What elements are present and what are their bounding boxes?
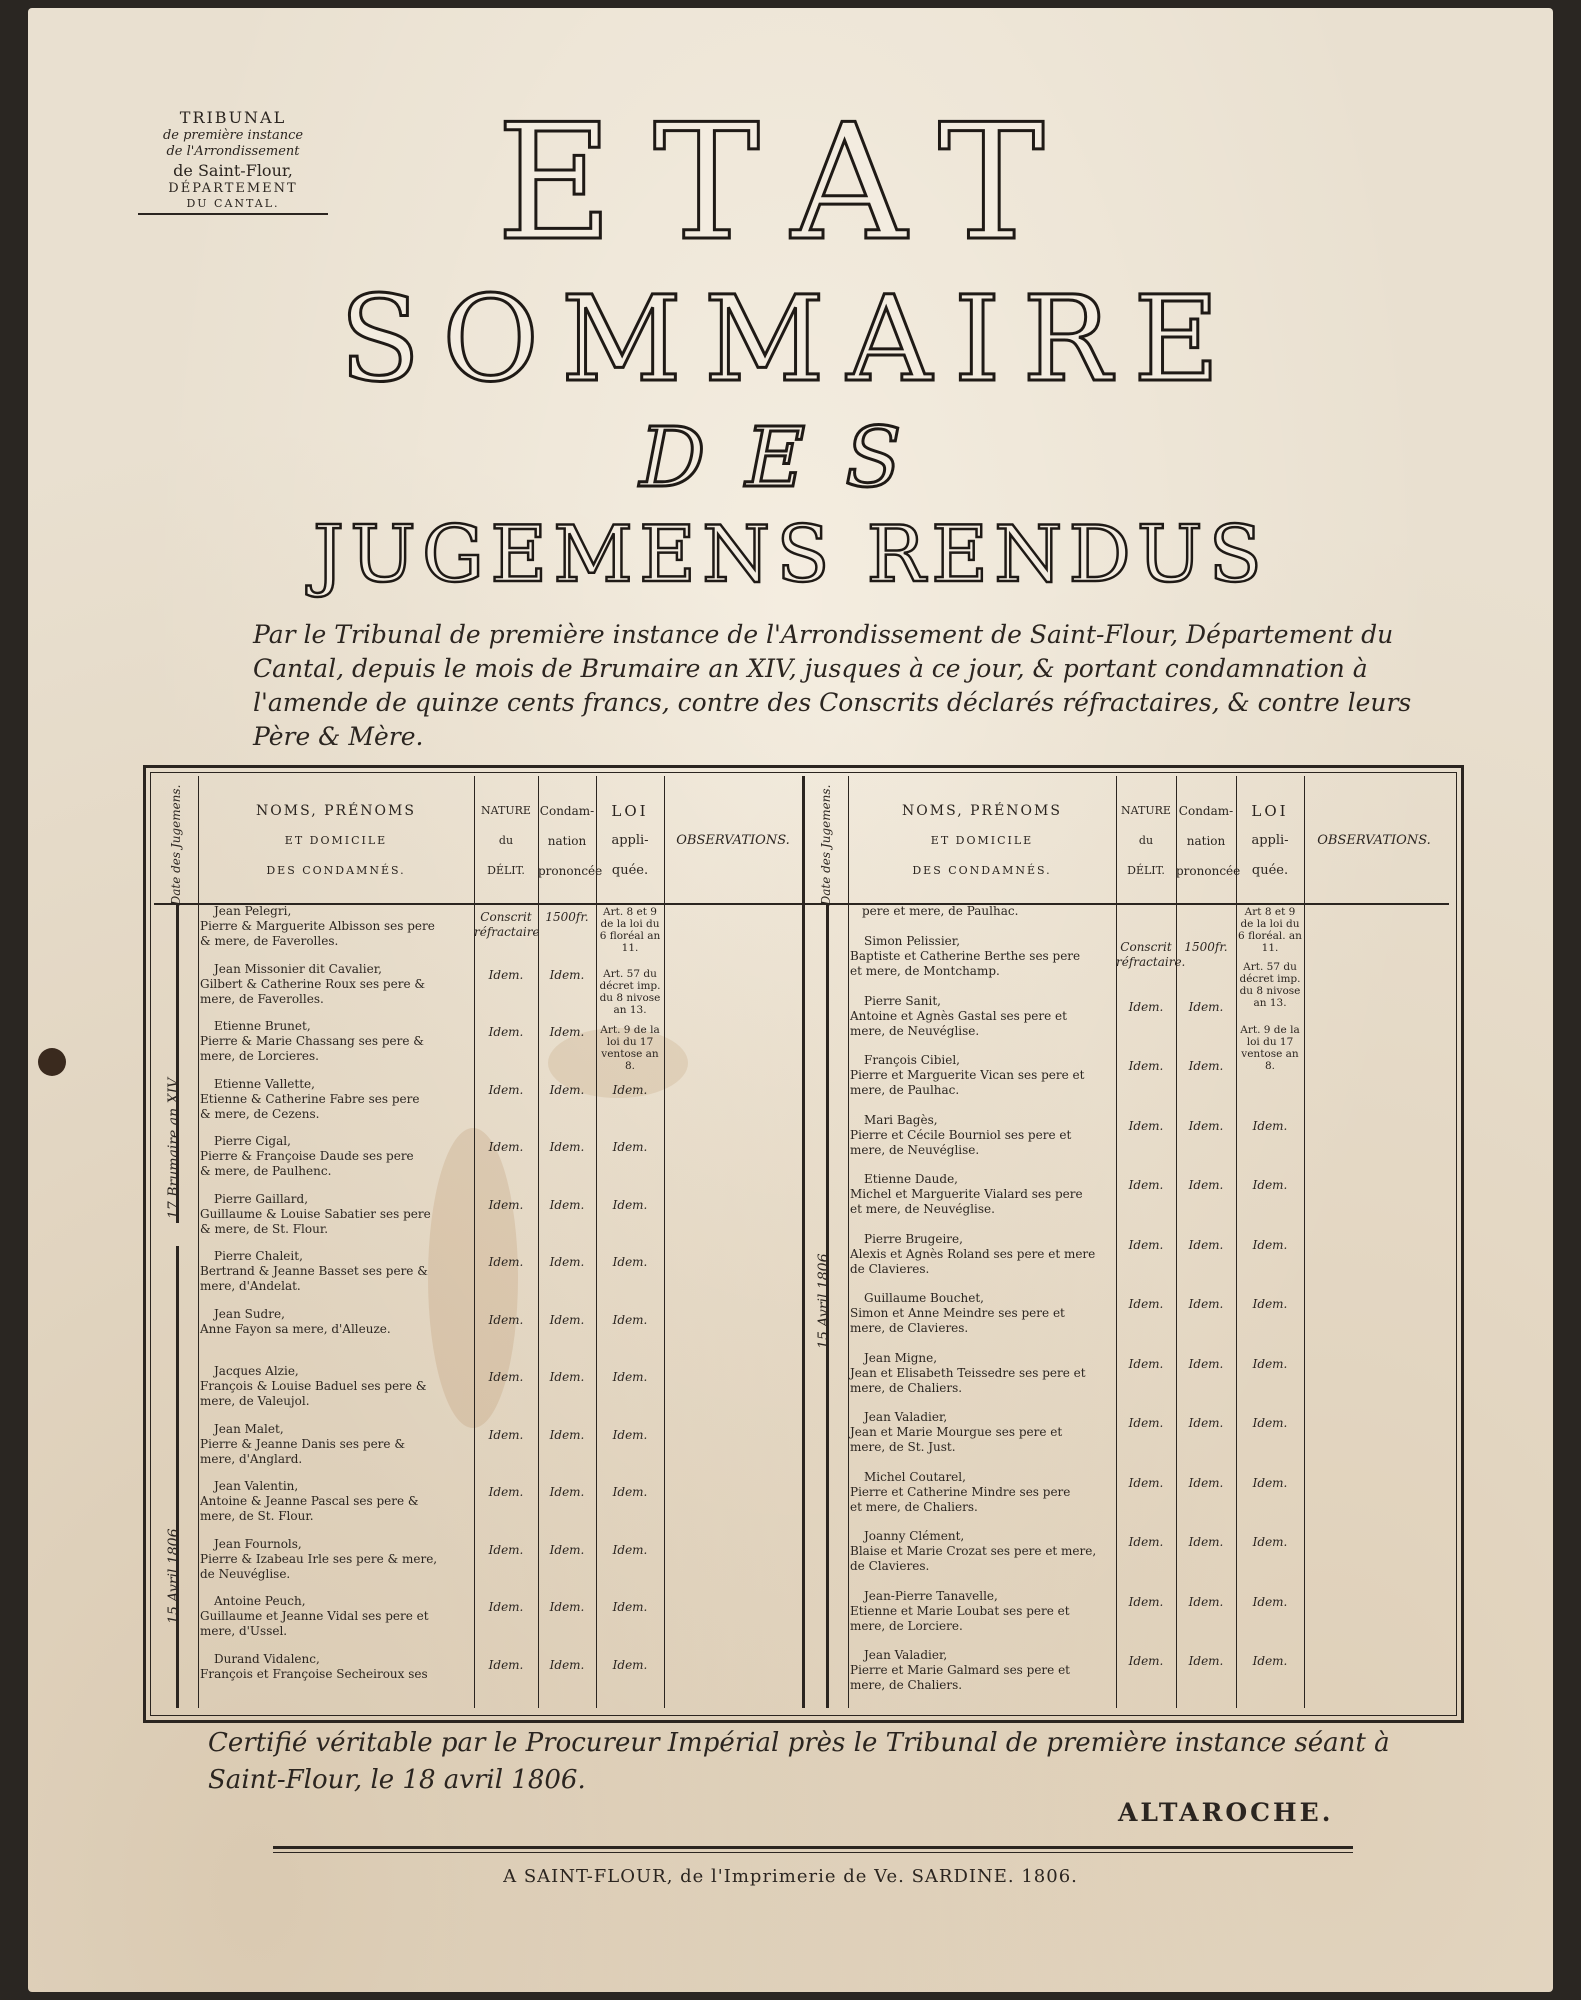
date-label: 17 Brumaire an XIV.	[166, 1075, 182, 1219]
condemned-names	[200, 1307, 472, 1337]
table-right-half	[804, 776, 1449, 1708]
table-row	[804, 1351, 1449, 1411]
law-reference: Art. 57 du décret imp. du 8 nivose an 13.	[599, 968, 661, 1016]
condemned-names	[200, 1422, 472, 1467]
parents-domicile: Pierre & Marie Chassang ses pere &	[200, 1034, 424, 1048]
parents-domicile: mere, de Neuvéglise.	[850, 1023, 980, 1038]
date-label: 15 Avril 1806.	[816, 1249, 832, 1349]
condamnation-cell: Idem.	[1188, 1297, 1224, 1311]
parents-domicile: mere, de Lorciere.	[850, 1618, 963, 1633]
condamnation-cell: Idem.	[549, 1082, 585, 1097]
header-condamnation: Condam- nation prononcée	[538, 804, 603, 878]
nature-cell: Idem.	[488, 1600, 524, 1614]
condemned-names	[850, 1410, 1114, 1455]
loi-cell: Idem.	[612, 1542, 648, 1557]
parents-domicile: & mere, de Faverolles.	[200, 934, 339, 948]
nature-cell: Idem.	[488, 1140, 524, 1154]
parents-domicile: mere, de Chaliers.	[850, 1380, 963, 1395]
table-row	[804, 1291, 1449, 1351]
table-row	[154, 1307, 804, 1365]
condemned-names	[850, 1470, 1114, 1515]
condamnation-cell: 1500fr.	[545, 910, 589, 924]
nature-cell: Idem.	[1128, 1654, 1164, 1668]
condemned-names	[200, 1077, 472, 1122]
parents-domicile: de Neuvéglise.	[200, 1566, 291, 1581]
signature: ALTAROCHE.	[1118, 1798, 1334, 1827]
departement-label: DÉPARTEMENT	[168, 180, 298, 196]
condamnation-cell: Idem.	[1188, 1416, 1224, 1430]
loi-cell: Idem.	[1252, 1297, 1288, 1311]
nature-cell: Idem.	[1128, 1356, 1164, 1371]
conscrit-name: Jean Malet,	[214, 1421, 284, 1436]
header-loi: LOI appli- quée.	[1251, 802, 1289, 878]
nature-cell: Idem.	[1128, 1297, 1164, 1311]
conscrit-name: Jean Pelegri,	[214, 904, 292, 918]
loi-cell: Idem.	[1252, 1118, 1288, 1133]
parents-domicile: Pierre et Marie Galmard ses pere et	[850, 1663, 1071, 1677]
parents-domicile: mere, de St. Just.	[850, 1440, 956, 1454]
condemned-names	[200, 1192, 472, 1237]
law-reference: Art 8 et 9 de la loi du 6 floréal. an 11.	[1238, 906, 1302, 954]
table-row	[154, 1019, 804, 1077]
table-row	[804, 1410, 1449, 1470]
parents-domicile: François et Françoise Secheiroux ses	[200, 1666, 428, 1681]
parents-domicile: Pierre & Françoise Daude ses pere	[200, 1149, 414, 1163]
parents-domicile: de Clavieres.	[850, 1559, 930, 1573]
parents-domicile: et mere, de Neuvéglise.	[850, 1202, 995, 1216]
parents-domicile: & mere, de Cezens.	[200, 1106, 320, 1121]
conscrit-name: Jean Valadier,	[864, 1648, 948, 1662]
condamnation-cell: Idem.	[1188, 1356, 1224, 1371]
parents-domicile: Jean et Marie Mourgue ses pere et	[850, 1425, 1063, 1439]
parents-domicile: Pierre et Catherine Mindre ses pere	[850, 1484, 1071, 1499]
parents-domicile: Pierre et Cécile Bourniol ses pere et	[850, 1127, 1072, 1142]
header-observations: OBSERVATIONS.	[676, 833, 790, 848]
parents-domicile: Pierre & Izabeau Irle ses pere & mere,	[200, 1551, 438, 1566]
condamnation-cell: Idem.	[1188, 1594, 1224, 1609]
loi-cell: Idem.	[1252, 1237, 1288, 1252]
conscrit-name: Jacques Alzie,	[214, 1364, 299, 1378]
title-line-4: JUGEMENS RENDUS	[312, 510, 1269, 600]
conscrit-name: Joanny Clément,	[864, 1529, 965, 1543]
law-reference: Art. 9 de la loi du 17 ventose an 8.	[1240, 1024, 1300, 1072]
parents-domicile: et mere, de Chaliers.	[850, 1499, 978, 1514]
parents-domicile: mere, de Neuvéglise.	[850, 1142, 980, 1157]
loi-cell: Idem.	[612, 1427, 648, 1442]
conscrit-name: François Cibiel,	[864, 1053, 960, 1067]
parents-domicile: mere, d'Andelat.	[200, 1279, 301, 1293]
nature-cell: Idem.	[488, 1370, 524, 1384]
header-date: Date des Jugemens.	[819, 784, 833, 906]
condamnation-cell: Idem.	[1188, 1654, 1224, 1668]
condemned-names	[850, 1589, 1114, 1634]
parents-domicile: Michel et Marguerite Vialard ses pere	[850, 1187, 1083, 1201]
nature-cell: Idem.	[1128, 1475, 1164, 1490]
table-row	[154, 1479, 804, 1537]
condemned-names	[850, 1529, 1114, 1574]
parents-domicile: mere, de Paulhac.	[850, 1083, 960, 1097]
nature-cell: Idem.	[1128, 1535, 1164, 1549]
header-date: Date des Jugemens.	[169, 784, 183, 906]
certification: Certifié véritable par le Procureur Impérial près le Tribunal de première instance séant à Saint-Flour, le 18 avril 1806.	[208, 1728, 1390, 1795]
parents-domicile: Pierre & Jeanne Danis ses pere &	[200, 1436, 406, 1451]
condemned-names	[200, 962, 472, 1007]
nature-cell: Idem.	[1128, 1416, 1164, 1430]
date-label: 15 Avril 1806.	[166, 1524, 182, 1624]
nature-cell: Idem.	[1128, 1118, 1164, 1133]
loi-cell: Idem.	[612, 1312, 648, 1327]
nature-cell: Idem.	[1128, 1178, 1164, 1192]
conscrit-name: Durand Vidalenc,	[214, 1651, 320, 1666]
title-line-1: ETAT	[496, 89, 1085, 276]
condamnation-cell: Idem.	[549, 1025, 585, 1039]
continuation-line: pere et mere, de Paulhac.	[862, 904, 1019, 918]
table-row	[154, 1134, 804, 1192]
table-row	[804, 994, 1449, 1054]
condemned-names	[850, 1113, 1114, 1158]
conscrit-name: Michel Coutarel,	[864, 1469, 966, 1484]
divider	[273, 1846, 1353, 1849]
header-names: NOMS, PRÉNOMS ET DOMICILE DES CONDAMNÉS.	[256, 803, 416, 877]
condamnation-cell: Idem.	[1188, 1237, 1224, 1252]
condemned-names	[200, 1479, 472, 1524]
loi-cell: Idem.	[612, 1370, 648, 1384]
condamnation-cell: Idem.	[1188, 1059, 1224, 1073]
intro-paragraph: Par le Tribunal de première instance de l'Arrondissement de Saint-Flour, Département du Cantal, depuis le mois de Brumaire an XIV, jusques à ce jour, & portant condamnation à l'amende de quinze cents francs, contre des Conscrits déclarés réfractaires, & contre leurs Père & Mère.	[253, 620, 1412, 751]
table-left-half	[154, 776, 804, 1708]
condamnation-cell: Idem.	[549, 1600, 585, 1614]
condamnation-cell: Idem.	[1188, 1475, 1224, 1490]
parents-domicile: mere, d'Ussel.	[200, 1624, 288, 1638]
table-row	[154, 1594, 804, 1652]
parents-domicile: & mere, de Paulhenc.	[200, 1164, 332, 1178]
header-nature: NATURE du DÉLIT.	[1121, 804, 1171, 877]
parents-domicile: Antoine et Agnès Gastal ses pere et	[850, 1008, 1067, 1023]
table-row	[804, 1232, 1449, 1292]
nature-cell: Idem.	[488, 1025, 524, 1039]
condemned-names	[200, 904, 472, 949]
condamnation-cell: Idem.	[549, 1370, 585, 1384]
header-observations: OBSERVATIONS.	[1317, 833, 1431, 848]
table-row	[154, 1192, 804, 1250]
tribunal-line: de Saint-Flour,	[173, 160, 293, 180]
parents-domicile: Guillaume et Jeanne Vidal ses pere et	[200, 1609, 429, 1623]
tribunal-line: de l'Arrondissement	[166, 144, 300, 160]
condemned-names	[200, 1249, 472, 1294]
header-nature: NATURE du DÉLIT.	[481, 804, 531, 877]
parents-domicile: mere, de Lorcieres.	[200, 1049, 319, 1063]
condamnation-cell: Idem.	[1188, 1118, 1224, 1133]
conscrit-name: Simon Pelissier,	[864, 934, 961, 948]
parents-domicile: mere, de St. Flour.	[200, 1509, 314, 1523]
nature-cell: Idem.	[488, 1255, 524, 1269]
table-row	[154, 1422, 804, 1480]
condamnation-cell: Idem.	[1188, 999, 1224, 1014]
parents-domicile: mere, de Valeujol.	[200, 1394, 310, 1408]
conscrit-name: Jean Sudre,	[214, 1306, 285, 1321]
parents-domicile: Gilbert & Catherine Roux ses pere &	[200, 976, 426, 991]
nature-cell: Idem.	[488, 1312, 524, 1327]
nature-cell: Idem.	[488, 1542, 524, 1557]
condamnation-cell: Idem.	[549, 1197, 585, 1212]
table-row	[154, 904, 804, 962]
table-row	[804, 1053, 1449, 1113]
document-sheet	[28, 8, 1553, 1992]
conscrit-name: Antoine Peuch,	[214, 1594, 306, 1608]
condamnation-cell: Idem.	[549, 1427, 585, 1442]
parents-domicile: Jean et Elisabeth Teissedre ses pere et	[850, 1365, 1086, 1380]
table-row	[154, 1652, 804, 1710]
table-row	[154, 1249, 804, 1307]
law-reference: Art. 9 de la loi du 17 ventose an 8.	[600, 1024, 660, 1072]
condemned-names	[850, 1291, 1114, 1336]
table-row	[154, 962, 804, 1020]
condamnation-cell: Idem.	[549, 1140, 585, 1154]
nature-cell: Conscrit réfractaire	[474, 910, 540, 939]
conscrit-name: Jean Missonier dit Cavalier,	[214, 961, 382, 976]
condemned-names	[200, 1652, 472, 1682]
title-line-3: DES	[639, 411, 942, 506]
nature-cell: Idem.	[488, 1485, 524, 1499]
parents-domicile: mere, de Faverolles.	[200, 991, 324, 1006]
parents-domicile: Pierre & Marguerite Albisson ses pere	[200, 919, 435, 933]
conscrit-name: Mari Bagès,	[864, 1112, 938, 1127]
nature-cell: Idem.	[1128, 1237, 1164, 1252]
parents-domicile: Alexis et Agnès Roland ses pere et mere	[850, 1246, 1096, 1261]
conscrit-name: Etienne Brunet,	[214, 1019, 311, 1033]
table-row	[154, 1364, 804, 1422]
loi-cell: Idem.	[1252, 1594, 1288, 1609]
nature-cell: Idem.	[1128, 999, 1164, 1014]
header-loi: LOI appli- quée.	[611, 802, 649, 878]
condamnation-cell: Idem.	[1188, 1535, 1224, 1549]
conscrit-name: Jean Fournols,	[214, 1536, 302, 1551]
loi-cell: Idem.	[1252, 1535, 1288, 1549]
conscrit-name: Etienne Vallette,	[214, 1076, 315, 1091]
conscrit-name: Etienne Daude,	[864, 1172, 958, 1186]
nature-cell: Idem.	[488, 967, 524, 982]
parents-domicile: & mere, de St. Flour.	[200, 1221, 329, 1236]
parents-domicile: Etienne et Marie Loubat ses pere et	[850, 1603, 1070, 1618]
conscrit-name: Guillaume Bouchet,	[864, 1291, 984, 1305]
condemned-names	[850, 1648, 1114, 1693]
parents-domicile: Antoine & Jeanne Pascal ses pere &	[200, 1494, 419, 1508]
conscrit-name: Pierre Cigal,	[214, 1134, 291, 1148]
header-condamnation: Condam- nation prononcée	[1176, 804, 1241, 878]
table-row	[804, 1172, 1449, 1232]
loi-cell: Idem.	[612, 1082, 648, 1097]
conscrit-name: Jean Valadier,	[864, 1410, 948, 1424]
table-row	[804, 934, 1449, 994]
loi-cell: Idem.	[612, 1197, 648, 1212]
condamnation-cell: Idem.	[549, 1312, 585, 1327]
condamnation-cell: 1500fr.	[1184, 940, 1228, 954]
table-row	[804, 1470, 1449, 1530]
condemned-names	[200, 1134, 472, 1179]
parents-domicile: Bertrand & Jeanne Basset ses pere &	[200, 1264, 428, 1278]
condemned-names	[850, 1172, 1114, 1217]
loi-cell: Idem.	[1252, 1178, 1288, 1192]
nature-cell: Idem.	[488, 1082, 524, 1097]
condamnation-cell: Idem.	[549, 1542, 585, 1557]
conscrit-name: Jean-Pierre Tanavelle,	[864, 1588, 998, 1603]
condamnation-cell: Idem.	[549, 967, 585, 982]
parents-domicile: François & Louise Baduel ses pere &	[200, 1379, 427, 1393]
nature-cell: Idem.	[488, 1197, 524, 1212]
table-row	[804, 1648, 1449, 1708]
parents-domicile: Guillaume & Louise Sabatier ses pere	[200, 1206, 431, 1221]
title-line-2: SOMMAIRE	[339, 270, 1242, 408]
table-row	[804, 1529, 1449, 1589]
table-row	[154, 1537, 804, 1595]
nature-cell: Idem.	[1128, 1059, 1164, 1073]
condamnation-cell: Idem.	[1188, 1178, 1224, 1192]
conscrit-name: Pierre Chaleit,	[214, 1249, 303, 1263]
table-row	[804, 1589, 1449, 1649]
nature-cell: Idem.	[1128, 1594, 1164, 1609]
law-reference: Art. 57 du décret imp. du 8 nivose an 13.	[1239, 961, 1301, 1009]
tribunal-label: TRIBUNAL	[179, 108, 287, 127]
conscrit-name: Jean Migne,	[864, 1350, 938, 1365]
condemned-names	[850, 994, 1114, 1039]
conscrit-name: Jean Valentin,	[214, 1479, 299, 1493]
nature-cell: Idem.	[488, 1657, 524, 1672]
loi-cell: Idem.	[612, 1600, 648, 1614]
parents-domicile: Etienne & Catherine Fabre ses pere	[200, 1091, 420, 1106]
condemned-names	[850, 1053, 1114, 1098]
tribunal-line: de première instance	[162, 128, 304, 143]
condemned-names	[850, 1232, 1114, 1277]
table-row	[804, 1113, 1449, 1173]
condemned-names	[200, 1594, 472, 1639]
judgement-table	[143, 765, 1464, 1723]
condemned-names	[850, 934, 1114, 979]
nature-cell: Idem.	[488, 1427, 524, 1442]
law-reference: Art. 8 et 9 de la loi du 6 floréal an 11.	[599, 906, 661, 954]
condamnation-cell: Idem.	[549, 1485, 585, 1499]
parents-domicile: Simon et Anne Meindre ses pere et	[850, 1306, 1065, 1320]
conscrit-name: Pierre Gaillard,	[214, 1191, 309, 1206]
conscrit-name: Pierre Sanit,	[864, 993, 941, 1008]
parents-domicile: et mere, de Montchamp.	[850, 964, 1000, 978]
loi-cell: Idem.	[1252, 1654, 1288, 1668]
condemned-names	[850, 1351, 1114, 1396]
conscrit-name: Pierre Brugeire,	[864, 1231, 963, 1246]
parents-domicile: mere, de Chaliers.	[850, 1678, 963, 1692]
header-names: NOMS, PRÉNOMS ET DOMICILE DES CONDAMNÉS.	[902, 803, 1062, 877]
divider	[273, 1852, 1353, 1853]
condemned-names	[200, 1537, 472, 1582]
parents-domicile: mere, de Clavieres.	[850, 1321, 969, 1335]
parents-domicile: Pierre et Marguerite Vican ses pere et	[850, 1068, 1085, 1082]
parents-domicile: Anne Fayon sa mere, d'Alleuze.	[200, 1321, 391, 1336]
loi-cell: Idem.	[1252, 1356, 1288, 1371]
parents-domicile: Blaise et Marie Crozat ses pere et mere,	[850, 1544, 1097, 1558]
table-row	[154, 1077, 804, 1135]
condemned-names	[200, 1019, 472, 1064]
loi-cell: Idem.	[612, 1657, 648, 1672]
condemned-names	[200, 1364, 472, 1409]
loi-cell: Idem.	[612, 1255, 648, 1269]
condamnation-cell: Idem.	[549, 1657, 585, 1672]
loi-cell: Idem.	[612, 1485, 648, 1499]
loi-cell: Idem.	[1252, 1416, 1288, 1430]
parents-domicile: mere, d'Anglard.	[200, 1451, 303, 1466]
departement-name: DU CANTAL.	[138, 197, 328, 215]
nature-cell: Conscrit réfractaire.	[1116, 940, 1186, 969]
parents-domicile: Baptiste et Catherine Berthe ses pere	[850, 949, 1081, 963]
condamnation-cell: Idem.	[549, 1255, 585, 1269]
loi-cell: Idem.	[1252, 1475, 1288, 1490]
parents-domicile: de Clavieres.	[850, 1261, 930, 1276]
stain	[38, 1048, 66, 1076]
imprint: A SAINT-FLOUR, de l'Imprimerie de Ve. SARDINE. 1806.	[503, 1866, 1078, 1887]
loi-cell: Idem.	[612, 1140, 648, 1154]
